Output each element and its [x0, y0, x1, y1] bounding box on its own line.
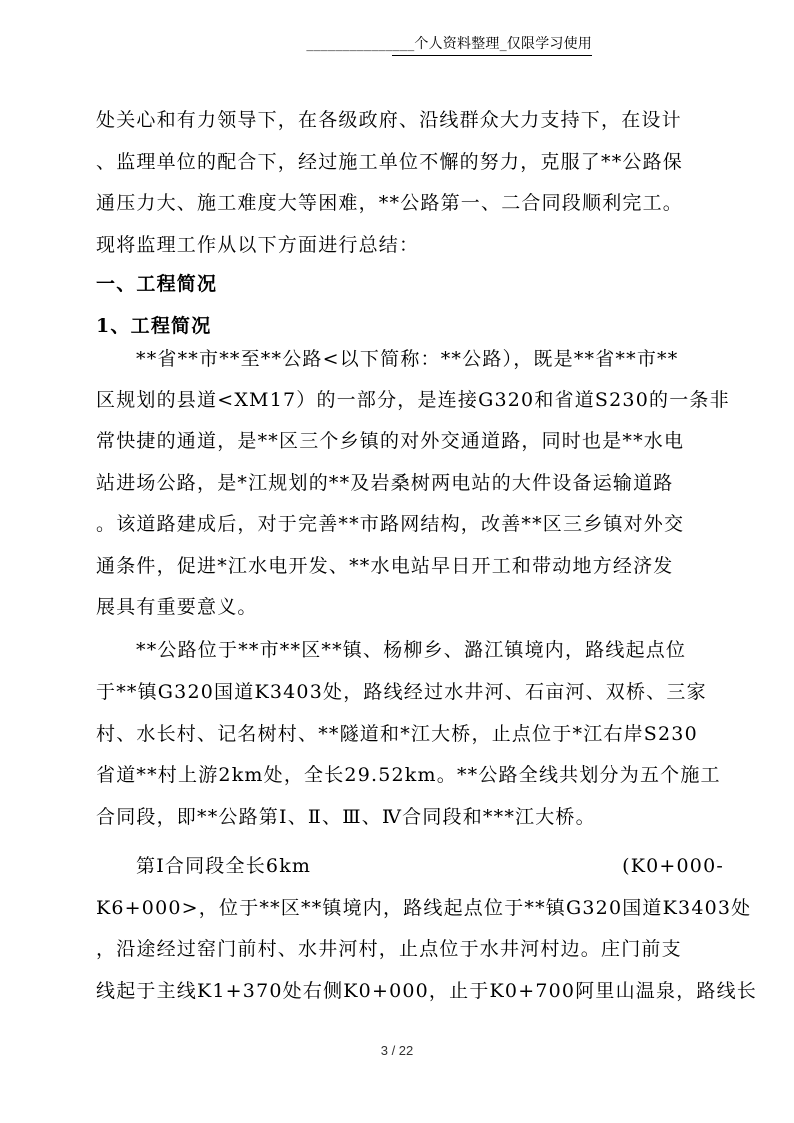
text-line: ，沿途经过窑门前村、水井河村，止点位于水井河村边。庄门前支	[96, 938, 682, 960]
text-line: 合同段，即**公路第Ⅰ、Ⅱ、Ⅲ、Ⅳ合同段和***江大桥。	[96, 806, 596, 828]
text-line: 站进场公路，是*江规划的**及岩桑树两电站的大件设备运输道路	[96, 472, 674, 494]
text-line: 第Ⅰ合同段全长6km	[136, 855, 312, 877]
text-line: 、监理单位的配合下，经过施工单位不懈的努力，克服了**公路保	[96, 151, 684, 173]
text-line: 常快捷的通道，是**区三个乡镇的对外交通道路，同时也是**水电	[96, 430, 685, 452]
text-line: 线起于主线K1+370处右侧K0+000，止于K0+700阿里山温泉，路线长	[96, 980, 758, 1002]
text-line: 通压力大、施工难度大等困难，**公路第一、二合同段顺利完工。	[96, 192, 684, 214]
text-line: 村、水长村、记名树村、**隧道和*江大桥，止点位于*江右岸S230	[96, 723, 698, 745]
text-line-right: (K0+000-	[622, 855, 724, 877]
subsection-heading: 1、工程简况	[96, 315, 212, 337]
text-line: 区规划的县道<XM17）的一部分，是连接G320和省道S230的一条非	[96, 389, 730, 411]
text-line: 现将监理工作从以下方面进行总结：	[96, 234, 420, 256]
text-line: 处关心和有力领导下，在各级政府、沿线群众大力支持下，在设计	[96, 109, 682, 131]
text-line: K6+000>，位于**区**镇境内，路线起点位于**镇G320国道K3403处	[96, 897, 752, 919]
header-text: _______________个人资料整理_仅限学习使用	[306, 36, 592, 52]
page-header	[0, 33, 794, 57]
section-heading: 一、工程简况	[96, 273, 218, 295]
text-line: **公路位于**市**区**镇、杨柳乡、潞江镇境内，路线起点位	[136, 639, 687, 661]
text-line: **省**市**至**公路<以下简称：**公路），既是**省**市**	[136, 348, 679, 370]
text-line: 展具有重要意义。	[96, 596, 258, 618]
text-line: 于**镇G320国道K3403处，路线经过水井河、石亩河、双桥、三家	[96, 681, 707, 703]
text-line: 通条件，促进*江水电开发、**水电站早日开工和带动地方经济发	[96, 555, 674, 577]
header-underline	[392, 55, 592, 56]
text-line: 。该道路建成后，对于完善**市路网结构，改善**区三乡镇对外交	[96, 513, 685, 535]
text-line: 省道**村上游2km处，全长29.52km。**公路全线共划分为五个施工	[96, 764, 721, 786]
page-number: 3 / 22	[380, 1043, 414, 1058]
